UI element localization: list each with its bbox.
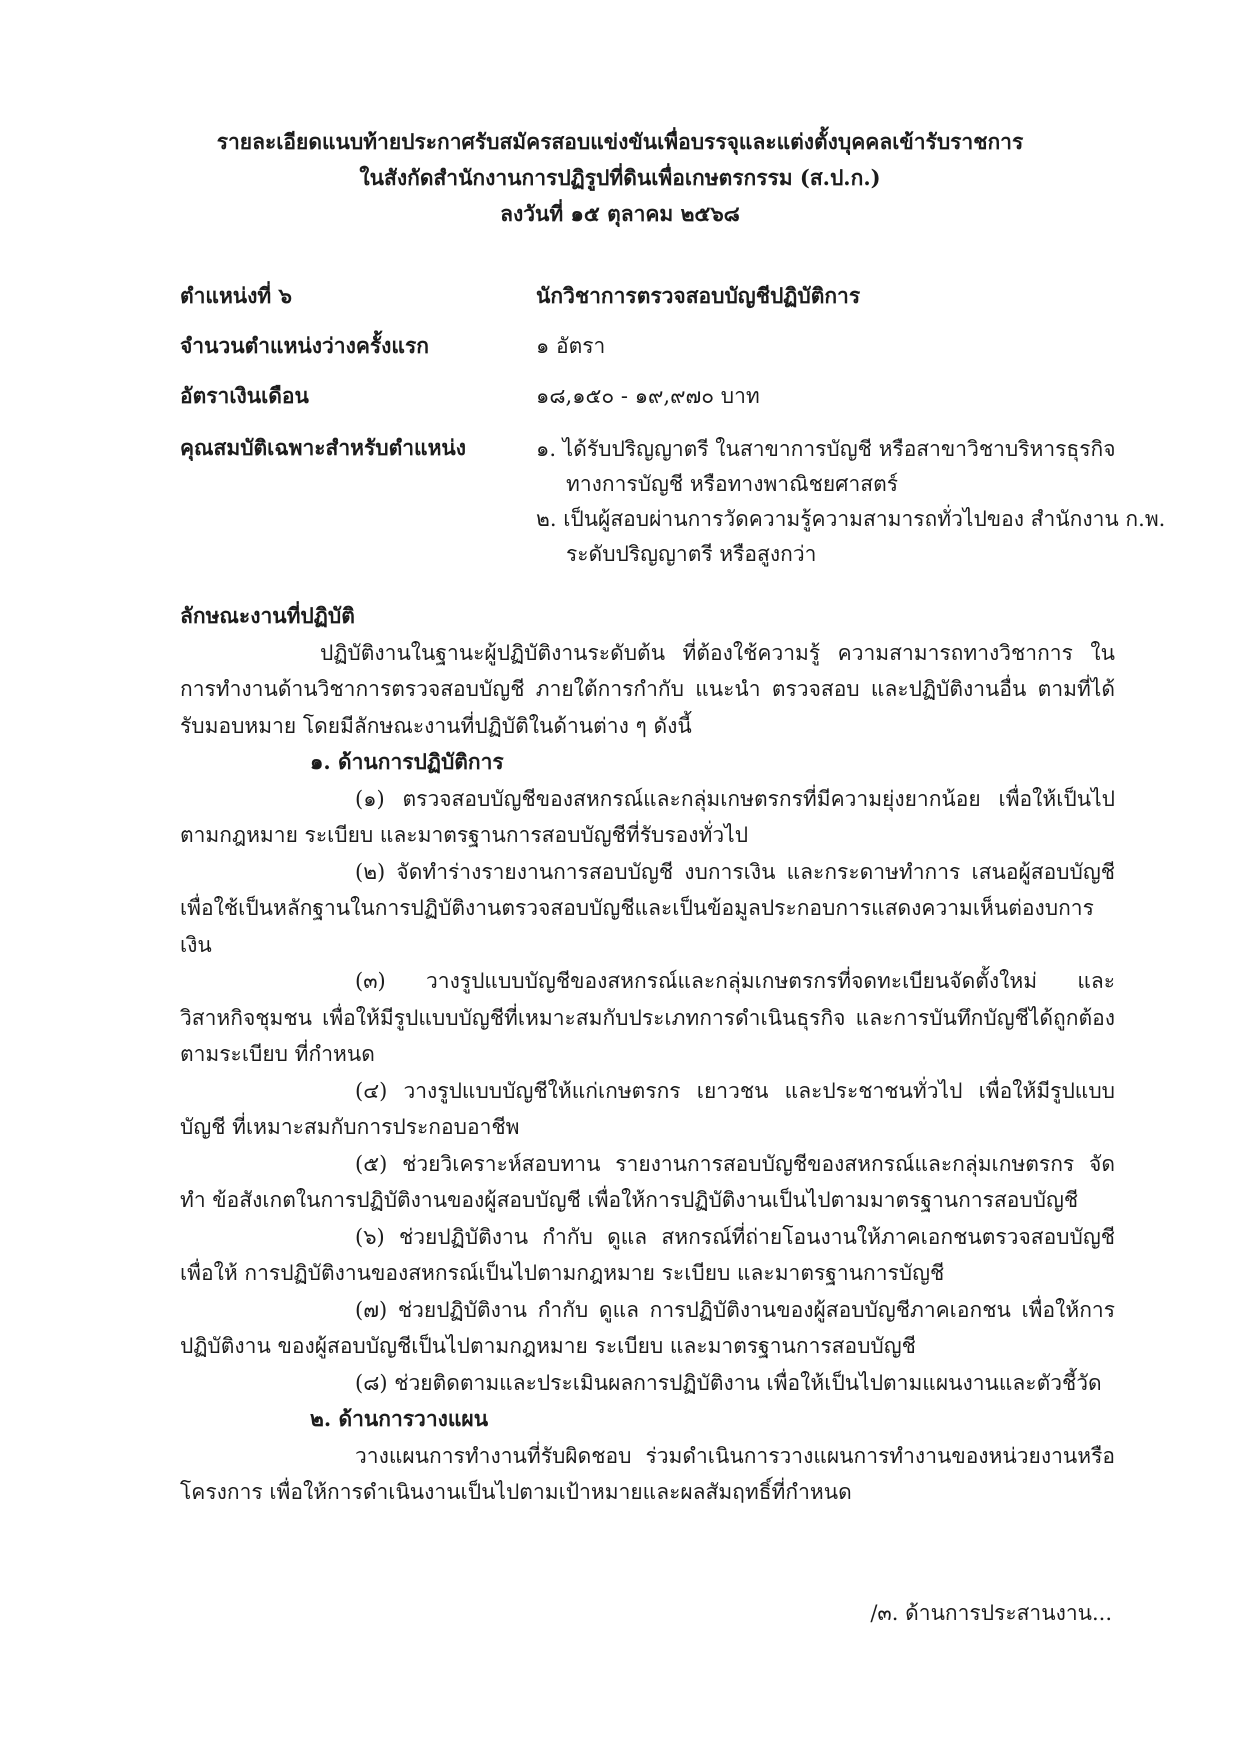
salary-value: ๑๘,๑๕๐ - ๑๙,๙๗๐ บาท xyxy=(536,384,760,408)
vacancy-label: จำนวนตำแหน่งว่างครั้งแรก xyxy=(180,333,429,358)
job-intro-paragraph: ปฏิบัติงานในฐานะผู้ปฏิบัติงานระดับต้น ที่ต้องใช้ความรู้ ความสามารถทางวิชาการ ในการทำงานด้านวิชาการตรวจสอบบัญชี ภายใต้การกำกับ แนะนำ ตรวจสอบ และปฏิบัติงานอื่น ตามที่ได้รับมอบหมาย โดยมีลักษณะงานที่ปฏิบัติในด้านต่าง ๆ ดังนี้ xyxy=(180,640,1115,738)
position-fields xyxy=(180,280,1166,572)
field-salary xyxy=(180,380,1120,432)
qualification-item-line: ทางการบัญชี หรือทางพาณิชยศาสตร์ xyxy=(566,472,898,496)
qualification-item-line: ๑. ได้รับปริญญาตรี ในสาขาการบัญชี หรือสาขาวิชาบริหารธุรกิจ xyxy=(536,437,1116,461)
document-header xyxy=(0,124,1240,232)
section-2-title: ๒. ด้านการวางแผน xyxy=(310,1406,489,1431)
section-1-item: (๗) ช่วยปฏิบัติงาน กำกับ ดูแล การปฏิบัติงานของผู้สอบบัญชีภาคเอกชน เพื่อให้การปฏิบัติงาน ของผู้สอบบัญชีเป็นไปตามกฎหมาย ระเบียบ และมาตรฐานการสอบบัญชี xyxy=(180,1297,1115,1358)
qualification-label: คุณสมบัติเฉพาะสำหรับตำแหน่ง xyxy=(180,435,467,460)
page-continuation-note: /๓. ด้านการประสานงาน... xyxy=(870,1601,1112,1625)
header-date-line: ลงวันที่ ๑๕ ตุลาคม ๒๕๖๘ xyxy=(500,201,740,226)
section-1-item: (๕) ช่วยวิเคราะห์สอบทาน รายงานการสอบบัญชีของสหกรณ์และกลุ่มเกษตรกร จัดทำ ข้อสังเกตในการปฏิบัติงานของผู้สอบบัญชี เพื่อให้การปฏิบัติงานเป็นไปตามมาตรฐานการสอบบัญชี xyxy=(180,1151,1115,1212)
field-position xyxy=(180,280,1120,330)
section-1-item: (๖) ช่วยปฏิบัติงาน กำกับ ดูแล สหกรณ์ที่ถ่ายโอนงานให้ภาคเอกชนตรวจสอบบัญชีเพื่อให้ การปฏิบัติงานของสหกรณ์เป็นไปตามกฎหมาย ระเบียบ และมาตรฐานการบัญชี xyxy=(180,1224,1115,1285)
field-qualifications xyxy=(180,432,1166,572)
field-vacancy xyxy=(180,330,1120,380)
qualification-item-line: ๒. เป็นผู้สอบผ่านการวัดความรู้ความสามารถทั่วไปของ สำนักงาน ก.พ. xyxy=(536,507,1166,531)
qualification-list xyxy=(536,432,1166,572)
job-description xyxy=(180,598,1115,1511)
header-line-1: รายละเอียดแนบท้ายประกาศรับสมัครสอบแข่งขันเพื่อบรรจุและแต่งตั้งบุคคลเข้ารับราชการ xyxy=(216,129,1024,154)
qualification-item xyxy=(536,502,1166,572)
section-1-item: (๔) วางรูปแบบบัญชีให้แก่เกษตรกร เยาวชน และประชาชนทั่วไป เพื่อให้มีรูปแบบบัญชี ที่เหมาะสมกับการประกอบอาชีพ xyxy=(180,1078,1115,1139)
section-2-paragraph: วางแผนการทำงานที่รับผิดชอบ ร่วมดำเนินการวางแผนการทำงานของหน่วยงานหรือ โครงการ เพื่อให้การดำเนินงานเป็นไปตามเป้าหมายและผลสัมฤทธิ์ที่กำหนด xyxy=(180,1443,1115,1504)
section-1-item: (๘) ช่วยติดตามและประเมินผลการปฏิบัติงาน เพื่อให้เป็นไปตามแผนงานและตัวชี้วัด xyxy=(355,1370,1102,1395)
qualification-item xyxy=(536,432,1120,502)
section-1-item: (๑) ตรวจสอบบัญชีของสหกรณ์และกลุ่มเกษตรกรที่มีความยุ่งยากน้อย เพื่อให้เป็นไป ตามกฎหมาย ระเบียบ และมาตรฐานการสอบบัญชีที่รับรองทั่วไป xyxy=(180,786,1115,847)
qualification-item-line: ระดับปริญญาตรี หรือสูงกว่า xyxy=(566,542,817,566)
position-label: ตำแหน่งที่ ๖ xyxy=(180,283,292,308)
job-description-title: ลักษณะงานที่ปฏิบัติ xyxy=(180,603,355,628)
header-line-2: ในสังกัดสำนักงานการปฏิรูปที่ดินเพื่อเกษตรกรรม (ส.ป.ก.) xyxy=(359,165,881,190)
salary-label: อัตราเงินเดือน xyxy=(180,383,309,408)
section-1-item: (๓) วางรูปแบบบัญชีของสหกรณ์และกลุ่มเกษตรกรที่จดทะเบียนจัดตั้งใหม่ และวิสาหกิจชุมชน เพื่อให้มีรูปแบบบัญชีที่เหมาะสมกับประเภทการดำเนินธุรกิจ และการบันทึกบัญชีได้ถูกต้องตามระเบียบ ที่กำหนด xyxy=(180,969,1115,1066)
section-1-title: ๑. ด้านการปฏิบัติการ xyxy=(310,749,504,774)
position-value: นักวิชาการตรวจสอบบัญชีปฏิบัติการ xyxy=(536,283,861,308)
section-1-item: (๒) จัดทำร่างรายงานการสอบบัญชี งบการเงิน และกระดาษทำการ เสนอผู้สอบบัญชี เพื่อใช้เป็นหลักฐานในการปฏิบัติงานตรวจสอบบัญชีและเป็นข้อมูลประกอบการแสดงความเห็นต่องบการเงิน xyxy=(180,859,1115,957)
vacancy-value: ๑ อัตรา xyxy=(536,334,606,358)
